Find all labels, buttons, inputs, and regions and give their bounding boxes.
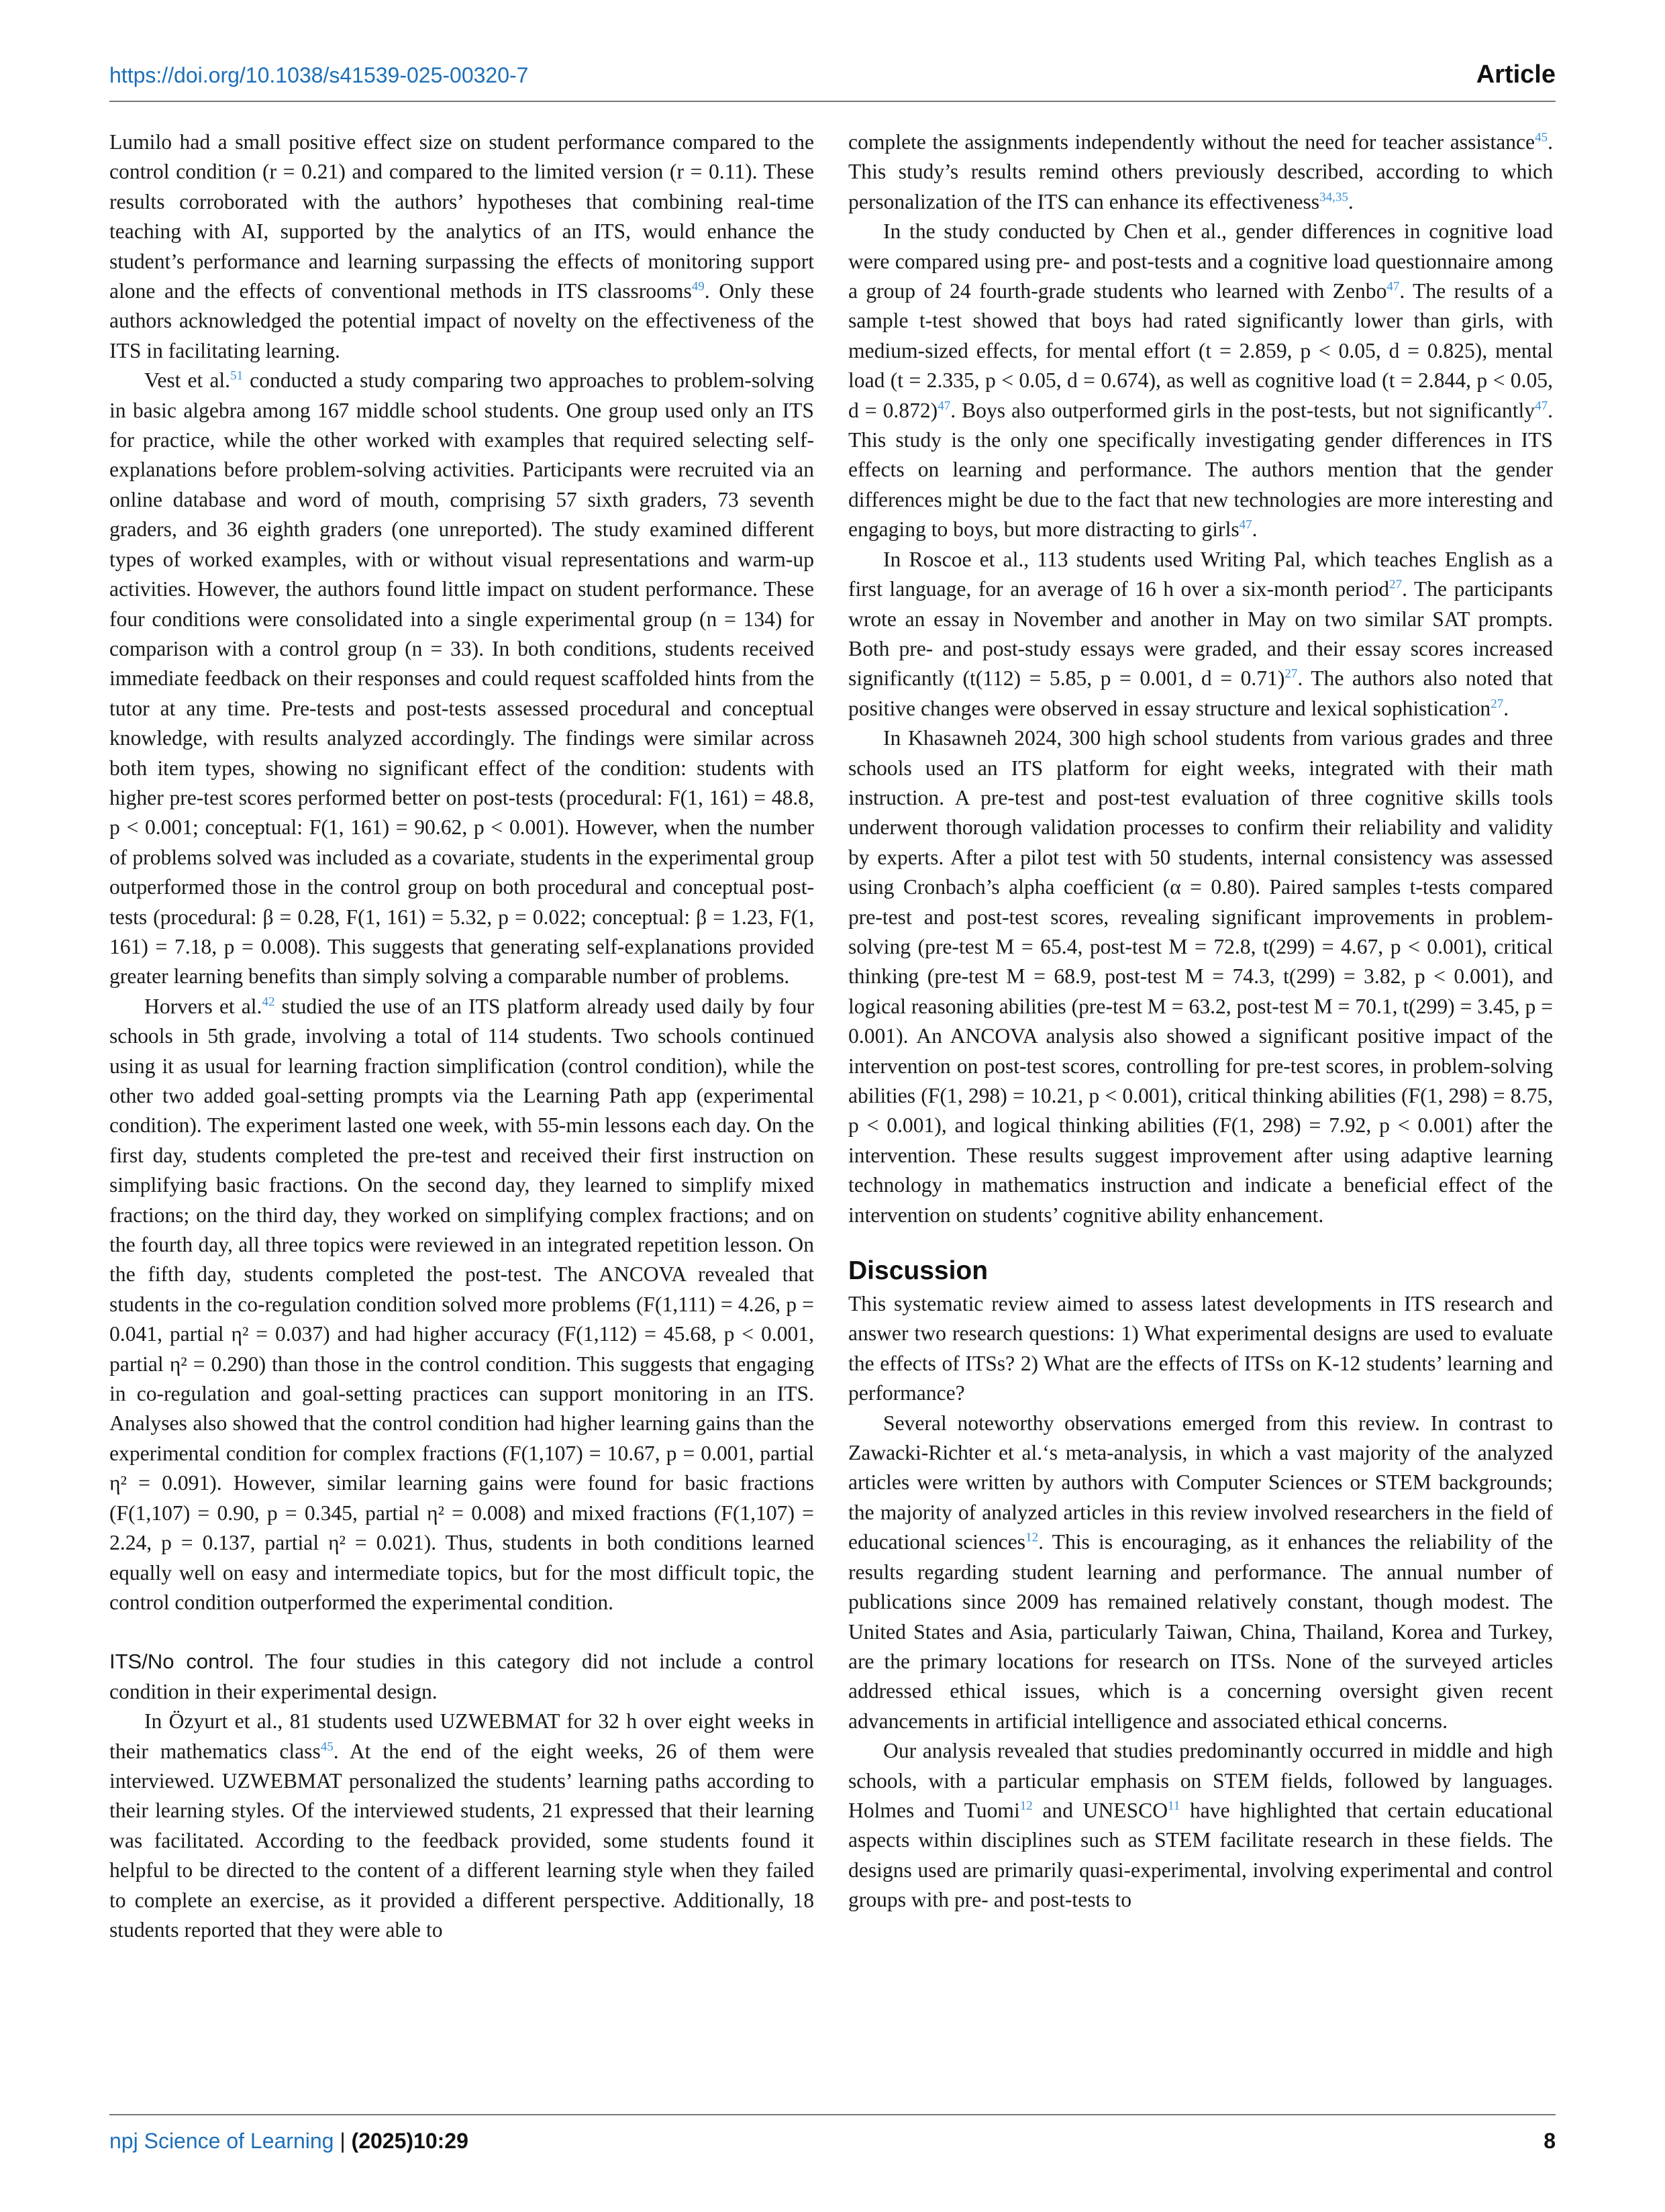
citation-ref[interactable]: 47 [1386,279,1400,294]
paragraph-text: . This study’s results remind others previously described, according to which personalization of the ITS can enhance its effectiveness [848,130,1553,213]
paragraph-text: conducted a study comparing two approaches to problem-solving in basic algebra among 167 middle school students. One group used only an ITS for practice, while the other worked with examples that required selecting self-explanations before problem-solving activities. Participants were recruited via an online database and word of mouth, comprising 57 sixth graders, 73 seventh graders, and 36 eighth graders (one unreported). The study examined different types of worked examples, with or without visual representations and warm-up activities. However, the authors found little impact on student performance. These four conditions were consolidated into a single experimental group (n = 134) for comparison with a control group (n = 33). In both conditions, students received immediate feedback on their responses and could request scaffolded hints from the tutor at any time. Pre-tests and post-tests assessed procedural and conceptual knowledge, with results analyzed accordingly. The findings were similar across both item types, showing no significant effect of the condition: students with higher pre-test scores performed better on post-tests (procedural: F(1, 161) = 48.8, p < 0.001; conceptual: F(1, 161) = 90.62, p < 0.001). However, when the number of problems solved was included as a covariate, students in the experimental group outperformed those in the control group on both procedural and conceptual post-tests (procedural: β = 0.28, F(1, 161) = 5.32, p = 0.022; conceptual: β = 1.23, F(1, 161) = 7.18, p = 0.008). This suggests that generating self-explanations provided greater learning benefits than simply solving a comparable number of problems. [109,368,814,989]
paragraph-text: . This is encouraging, as it enhances the reliability of the results regarding student learning and performance. The annual number of publications since 2009 has remained relatively constant, though modest. The United States and Asia, particularly Taiwan, China, Thailand, Korea and Turkey, are the primary locations for research on ITSs. None of the surveyed articles addressed ethical issues, which is a concerning oversight given recent advancements in artificial intelligence and associated ethical concerns. [848,1530,1553,1733]
citation-ref[interactable]: 12 [1025,1530,1039,1545]
citation-ref[interactable]: 45 [1535,130,1548,145]
paragraph-roscoe [848,545,1553,723]
issue-info: (2025)10:29 [351,2129,468,2153]
paragraph-its-no-control [109,1647,814,1707]
paragraph-text: have highlighted that certain educational aspects within disciplines such as STEM facilitate research in these fields. The designs used are primarily quasi-experimental, involving experimental and control groups with pre- and post-tests to [848,1798,1553,1912]
section-heading-discussion: Discussion [848,1256,989,1286]
paragraph-text: In Özyurt et al., 81 students used UZWEBMAT for 32 h over eight weeks in their mathematics class [109,1709,814,1763]
paragraph-text: This systematic review aimed to assess latest developments in ITS research and answer two research questions: 1) What experimental designs are used to evaluate the effects of ITSs? 2) What are the effects of ITSs on K-12 students’ learning and performance? [848,1292,1553,1405]
citation-ref[interactable]: 42 [262,995,275,1009]
citation-ref[interactable]: 34,35 [1319,190,1348,205]
page-number: 8 [1544,2129,1556,2153]
footer-divider [109,2114,1556,2115]
paragraph-text: In Roscoe et al., 113 students used Writing Pal, which teaches English as a first language, for an average of 16 h over a six-month period [848,547,1553,601]
paragraph-text: . The results of a sample t-test showed that boys had rated significantly lower than girls, with medium-sized effects, for mental effort (t = 2.859, p < 0.05, d = 0.825), mental load (t = 2.335, p < 0.05, d = 0.674), as well as cognitive load (t = 2.844, p < 0.05, d = 0.872) [848,279,1553,422]
citation-ref[interactable]: 49 [691,279,705,294]
paragraph-text: . At the end of the eight weeks, 26 of them were interviewed. UZWEBMAT personalized the students’ learning paths according to their learning styles. Of the interviewed students, 21 expressed that their learning was facilitated. According to the feedback provided, some students found it helpful to be directed to the content of a different learning style when they failed to complete an exercise, as it provided a different perspective. Additionally, 18 students reported that they were able to [109,1739,814,1942]
right-column [848,128,1553,1915]
paragraph-text: . The four studies in this category did not include a control condition in their experimental design. [109,1650,814,1703]
citation-ref[interactable]: 45 [320,1740,334,1754]
left-column [109,128,814,1945]
paragraph-text: Lumilo had a small positive effect size on student performance compared to the control condition (r = 0.21) and compared to the limited version (r = 0.11). These results corroborated with the authors’ hypotheses that combining real-time teaching with AI, supported by the analytics of an ITS, would enhance the student’s performance and learning surpassing the effects of monitoring support alone and the effects of conventional methods in ITS classrooms [109,130,814,303]
runin-heading: ITS/No control [109,1650,249,1674]
citation-ref[interactable]: 11 [1168,1799,1180,1813]
citation-ref[interactable]: 51 [230,368,244,383]
paragraph-text: studied the use of an ITS platform already used daily by four schools in 5th grade, involving a total of 114 students. Two schools continued using it as usual for learning fraction simplification (control condition), while the other two added goal-setting prompts via the Learning Path app (experimental condition). The experiment lasted one week, with 55-min lessons each day. On the first day, students completed the pre-test and received their first instruction on simplifying basic fractions. On the second day, they learned to simplify mixed fractions; on the third day, they worked on simplifying complex fractions; and on the fourth day, all three topics were reviewed in an integrated repetition lesson. On the fifth day, students completed the post-test. The ANCOVA revealed that students in the co-regulation condition solved more problems (F(1,111) = 4.26, p = 0.041, partial η² = 0.037) and had higher accuracy (F(1,112) = 45.68, p < 0.001, partial η² = 0.290) than those in the control condition. This suggests that engaging in co-regulation and goal-setting practices can support monitoring in an ITS. Analyses also showed that the control condition had higher learning gains than the experimental condition for complex fractions (F(1,107) = 10.67, p = 0.001, partial η² = 0.091). However, similar learning gains were found for basic fractions (F(1,107) = 0.90, p = 0.345, partial η² = 0.008) and mixed fractions (F(1,107) = 2.24, p = 0.137, partial η² = 0.021). Thus, students in both conditions learned equally well on easy and intermediate topics, but for the most difficult topic, the control condition outperformed the experimental condition. [109,994,814,1614]
paragraph-ozyurt [109,1707,814,1945]
paragraph-continued [848,128,1553,217]
paragraph-discussion-intro [848,1289,1553,1409]
paragraph-text: . Boys also outperformed girls in the post-tests, but not significantly [950,398,1535,422]
citation-ref[interactable]: 47 [938,399,951,413]
paragraph-text: Our analysis revealed that studies predominantly occurred in middle and high schools, with a particular emphasis on STEM fields, followed by languages. Holmes and Tuomi [848,1739,1553,1822]
paragraph-text: . [1503,696,1509,720]
paragraph-chen [848,217,1553,544]
paragraph-text: . Only these authors acknowledged the potential impact of novelty on the effectiveness of the ITS in facilitating learning. [109,279,814,362]
citation-ref[interactable]: 27 [1491,697,1504,711]
paragraph-text: . [1348,189,1354,213]
paragraph-text: . The participants wrote an essay in November and another in May on two similar SAT prompts. Both pre- and post-study essays were graded, and their essay scores increased significantly (t(112) = 5.85, p = 0.001, d = 0.71) [848,577,1553,691]
paragraph-text: . [1252,517,1258,542]
paragraph-khasawneh [848,723,1553,1230]
journal-name[interactable]: npj Science of Learning [109,2129,334,2153]
paragraph-text: and UNESCO [1032,1798,1168,1822]
paragraph-vest [109,366,814,992]
article-section-label: Article [1476,60,1556,89]
paragraph-text: Horvers et al. [144,994,262,1018]
citation-ref[interactable]: 47 [1239,517,1252,532]
paragraph-text: Vest et al. [144,368,231,393]
footer-citation [109,2129,468,2154]
paragraph-observations [848,1409,1553,1736]
paragraph-lumilo [109,128,814,366]
citation-ref[interactable]: 27 [1389,577,1403,592]
paragraph-text: complete the assignments independently without the need for teacher assistance [848,130,1535,154]
paragraph-text: . The authors also noted that positive changes were observed in essay structure and lexical sophistication [848,666,1553,720]
paragraph-text: . This study is the only one specifically investigating gender differences in ITS effects on learning and performance. The authors mention that the gender differences might be due to the fact that new technologies are more interesting and engaging to boys, but more distracting to girls [848,398,1553,542]
paragraph-analysis [848,1736,1553,1915]
footer-separator: | [334,2129,352,2153]
doi-link[interactable]: https://doi.org/10.1038/s41539-025-00320-7 [109,63,529,87]
paragraph-horvers [109,992,814,1618]
paragraph-text: In the study conducted by Chen et al., gender differences in cognitive load were compared using pre- and post-tests and a cognitive load questionnaire among a group of 24 fourth-grade students who learned with Zenbo [848,219,1553,303]
paragraph-text: In Khasawneh 2024, 300 high school students from various grades and three schools used an ITS platform for eight weeks, integrated with their math instruction. A pre-test and post-test evaluation of three cognitive skills tools underwent thorough validation processes to confirm their reliability and validity by experts. After a pilot test with 50 students, internal consistency was assessed using Cronbach’s alpha coefficient (α = 0.80). Paired samples t-tests compared pre-test and post-test scores, revealing significant improvements in problem-solving (pre-test M = 65.4, post-test M = 72.8, t(299) = 4.67, p < 0.001), critical thinking (pre-test M = 68.9, post-test M = 74.3, t(299) = 3.82, p < 0.001), and logical reasoning abilities (pre-test M = 63.2, post-test M = 70.1, t(299) = 3.45, p = 0.001). An ANCOVA analysis also showed a significant positive impact of the intervention on post-test scores, controlling for pre-test scores, in problem-solving abilities (F(1, 298) = 10.21, p < 0.001), critical thinking abilities (F(1, 298) = 8.75, p < 0.001), and logical thinking abilities (F(1, 298) = 7.92, p < 0.001) after the intervention. These results suggest improvement after using adaptive learning technology in mathematics instruction and indicate a beneficial effect of the intervention on students’ cognitive ability enhancement. [848,726,1553,1227]
citation-ref[interactable]: 47 [1535,399,1548,413]
citation-ref[interactable]: 12 [1019,1799,1033,1813]
citation-ref[interactable]: 27 [1284,666,1298,681]
paragraph-text: Several noteworthy observations emerged from this review. In contrast to Zawacki-Richter et al.‘s meta-analysis, in which a vast majority of the analyzed articles were written by authors with Computer Sciences or STEM backgrounds; the majority of analyzed articles in this review involved researchers in the field of educational sciences [848,1411,1553,1554]
header-divider [109,101,1556,102]
